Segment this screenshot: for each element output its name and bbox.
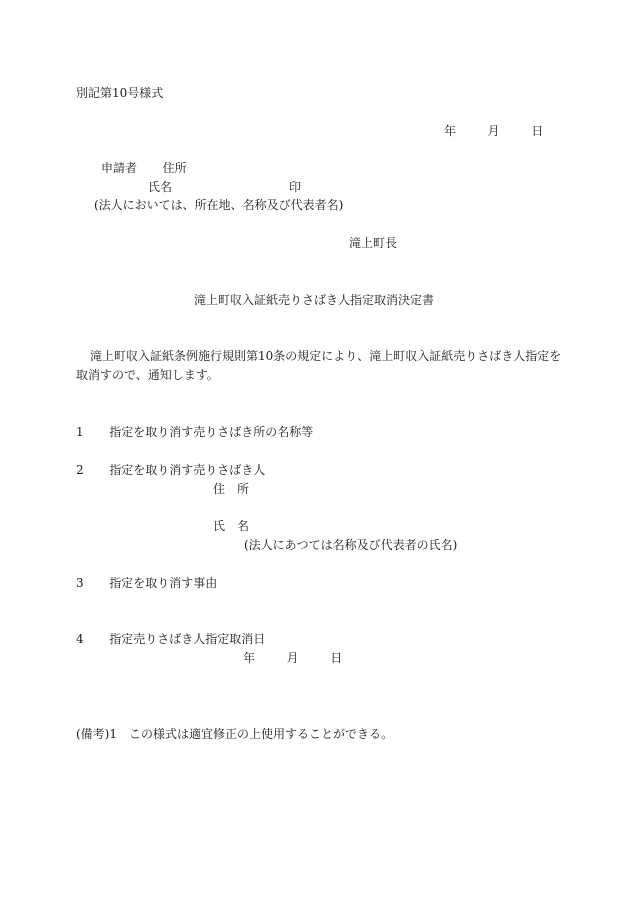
item-1-number: 1 — [76, 425, 84, 439]
applicant-name-label: 氏名 — [148, 180, 173, 194]
item-4-month-label: 月 — [286, 651, 299, 665]
item-3-text: 指定を取り消す事由 — [109, 576, 218, 590]
item-4 — [76, 632, 265, 646]
item-3 — [76, 576, 217, 590]
date-month-label: 月 — [487, 124, 500, 138]
item-1 — [76, 425, 313, 439]
date-day-label: 日 — [531, 124, 544, 138]
item-2-number: 2 — [76, 463, 84, 477]
item-2-address-label: 住 所 — [213, 482, 250, 496]
item-2-name-label: 氏 名 — [213, 519, 250, 533]
document-title: 滝上町収入証紙売りさばき人指定取消決定書 — [194, 293, 435, 307]
addressee: 滝上町長 — [349, 236, 398, 250]
item-2 — [76, 463, 265, 477]
applicant-address-label: 住所 — [162, 161, 187, 175]
applicant-note: (法人においては、所在地、名称及び代表者名) — [94, 198, 344, 212]
date-year-label: 年 — [444, 124, 457, 138]
date-header — [444, 124, 543, 138]
remarks: (備考)1 この様式は適宜修正の上使用することができる。 — [76, 727, 394, 741]
item-2-note: (法人にあつては名称及び代表者の氏名) — [244, 538, 458, 552]
item-2-text: 指定を取り消す売りさばき人 — [109, 463, 266, 477]
form-label: 別記第10号様式 — [76, 86, 164, 100]
applicant-address-row — [101, 161, 187, 175]
item-4-year-label: 年 — [243, 651, 256, 665]
item-3-number: 3 — [76, 576, 84, 590]
body-line-1: 滝上町収入証紙条例施行規則第10条の規定により、滝上町収入証紙売りさばき人指定を — [90, 349, 562, 363]
item-1-text: 指定を取り消す売りさばき所の名称等 — [109, 425, 314, 439]
body-line-2: 取消すので、通知します。 — [76, 368, 219, 382]
applicant-seal: 印 — [289, 180, 302, 194]
item-4-number: 4 — [76, 632, 84, 646]
applicant-title: 申請者 — [101, 161, 138, 175]
item-4-date — [243, 651, 342, 665]
item-4-day-label: 日 — [330, 651, 343, 665]
item-4-text: 指定売りさばき人指定取消日 — [109, 632, 266, 646]
